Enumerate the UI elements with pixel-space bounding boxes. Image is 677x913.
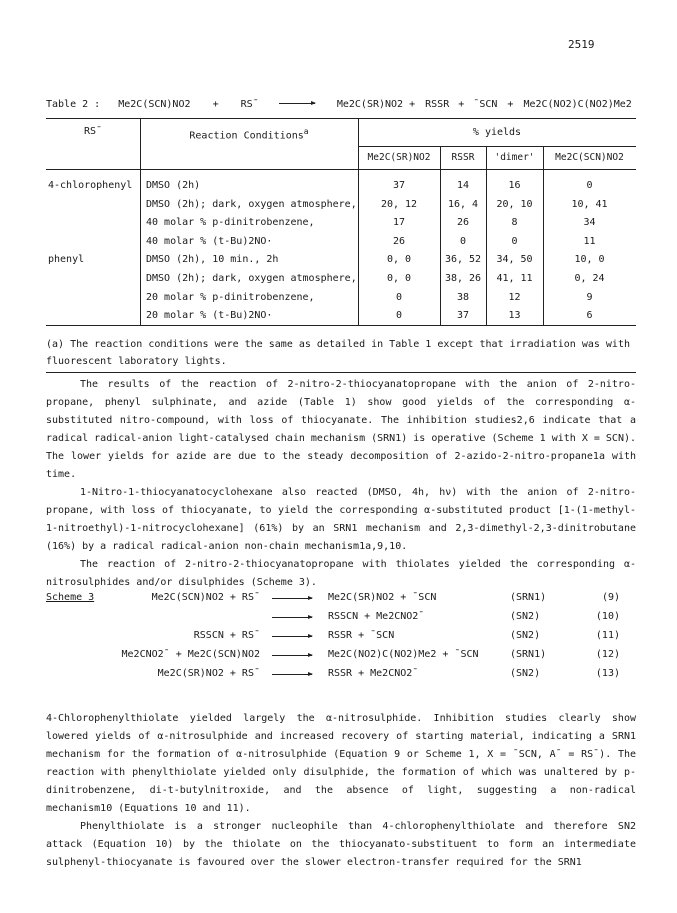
table-cell-v1: 17 — [392, 217, 406, 229]
caption-arrow — [279, 103, 315, 104]
scheme-arrow — [272, 632, 312, 644]
paragraph-5: Phenylthiolate is a stronger nucleophile than 4-chlorophenylthiolate and therefore SN2 attack (Equation 10) by the thiolate on the thiocyanato-substituent to form an intermediate sulphenyl-thiocyanate is favoured over the slower electron-transfer required for the SRN1 — [46, 821, 636, 868]
equation-number: (9) — [601, 592, 620, 603]
subheader-nitrosulphide: Me2C(SR)NO2 — [367, 152, 431, 163]
header-rs: RS¯ — [83, 126, 103, 137]
table-cell-cond: 40 molar % p-dinitrobenzene, — [146, 217, 315, 229]
table-cell-v2: 38 — [456, 291, 470, 303]
scheme-products: Me2C(SR)NO2 + ¯SCN — [328, 592, 437, 603]
scheme-arrow — [272, 651, 312, 663]
table-cell-v2: 16, 4 — [447, 198, 479, 210]
table-cell-v4: 6 — [586, 310, 593, 322]
table-cell-v3: 41, 11 — [496, 273, 533, 284]
scheme-mechanism: (SN2) — [510, 611, 541, 622]
table-cell-v3: 20, 10 — [496, 198, 533, 210]
paragraph-4: 4-Chlorophenylthiolate yielded largely the α-nitrosulphide. Inhibition studies clearly show lowered yields of α-nitrosulphide and increased recovery of starting material, indicating a SRN1 mechanism for the formation of α-nitrosulphide (Equation 9 or Scheme 1, X = ¯SCN, A¯ = RS¯). The reaction with phenylthiolate yielded only disulphide, the formation of which was unaltered by p-dinitrobenzene, di-t-butylnitroxide, and the absence of light, suggesting a non-radical mechanism10 (Equations 10 and 11). — [46, 713, 636, 814]
scheme-mechanism: (SN2) — [510, 668, 541, 679]
table-cell-v3: 13 — [508, 310, 521, 322]
table-cell-cond: DMSO (2h), 10 min., 2h — [146, 254, 279, 266]
footnote-rule — [46, 372, 636, 373]
table-cell-v4: 11 — [583, 235, 596, 247]
equation-number: (10) — [595, 611, 620, 622]
subheader-dimer: 'dimer' — [494, 152, 535, 163]
table-cell-v1: 0, 0 — [386, 254, 412, 266]
table-cell-cond: 40 molar % (t-Bu)2NO· — [146, 235, 273, 247]
table-cell-rs: phenyl — [48, 254, 85, 266]
table-cell-v4: 9 — [586, 291, 593, 303]
table-cell-v4: 10, 41 — [571, 198, 608, 210]
table-top-rule — [46, 118, 636, 119]
scheme-label: Scheme 3 — [46, 592, 95, 603]
table-cell-v3: 12 — [508, 291, 521, 303]
table-cell-cond: 20 molar % (t-Bu)2NO· — [146, 310, 273, 322]
table-cell-cond: DMSO (2h); dark, oxygen atmosphere, — [146, 198, 357, 210]
yields-sub-rule — [358, 146, 636, 147]
scheme-products: RSSR + Me2CNO2¯ — [328, 668, 419, 679]
table-cell-v3: 0 — [511, 235, 518, 247]
header-bottom-rule — [46, 169, 636, 170]
subheader-disulphide: RSSR — [451, 152, 475, 163]
table-cell-cond: DMSO (2h) — [146, 180, 201, 191]
caption-product-3: ¯SCN — [473, 99, 498, 110]
table-bottom-rule — [46, 325, 636, 326]
table-cell-v3: 34, 50 — [496, 254, 533, 266]
caption-product-1: Me2C(SR)NO2 — [336, 99, 404, 110]
table-cell-v2: 36, 52 — [444, 254, 482, 266]
table-cell-v2: 38, 26 — [444, 273, 482, 284]
table-cell-v1: 0, 0 — [386, 273, 412, 284]
table-caption: Table 2 : Me2C(SCN)NO2 + RS¯ Me2C(SR)NO2 + RSSR + ¯SCN + Me2C(NO2)C(NO2)Me2 — [46, 99, 632, 110]
table-cell-v4: 34 — [583, 217, 596, 229]
caption-product-4: Me2C(NO2)C(NO2)Me2 — [523, 99, 632, 110]
table-cell-v1: 0 — [395, 291, 403, 303]
scheme-arrow — [272, 594, 312, 606]
subheader-starting-material: Me2C(SCN)NO2 — [555, 152, 624, 163]
caption-reactant-1: Me2C(SCN)NO2 — [118, 99, 191, 110]
scheme-mechanism: (SRN1) — [510, 592, 547, 603]
equation-number: (11) — [595, 630, 620, 641]
scheme-products: Me2C(NO2)C(NO2)Me2 + ¯SCN — [328, 649, 479, 660]
paragraph-2: 1-Nitro-1-thiocyanatocyclohexane also reacted (DMSO, 4h, hν) with the anion of 2-nitro-propane, with loss of thiocyanate, to yield the corresponding α-substituted product [1-(1-methyl-1-nitroethyl)-1-nitrocyclohexane] (61%) by an SRN1 mechanism and 2,3-dimethyl-2,3-dinitrobutane (16%) by a radical radical-anion non-chain mechanism1a,9,10. — [46, 487, 636, 552]
table-cell-v1: 20, 12 — [380, 198, 418, 210]
scheme-reactants: Me2C(SR)NO2 + RS¯ — [157, 668, 260, 679]
table-label: Table 2 : — [46, 99, 101, 110]
scheme-mechanism: (SN2) — [510, 630, 541, 641]
paragraph-3: The reaction of 2-nitro-2-thiocyanatopropane with thiolates yielded the corresponding α-nitrosulphides and/or disulphides (Scheme 3). — [46, 559, 636, 588]
table-cell-v3: 8 — [511, 217, 518, 229]
table-cell-v2: 0 — [459, 235, 467, 247]
table-cell-v2: 26 — [456, 217, 470, 229]
table-cell-v2: 37 — [456, 310, 470, 322]
scheme-reactants: RSSCN + RS¯ — [193, 630, 260, 641]
scheme-products: RSSR + ¯SCN — [328, 630, 395, 641]
table-cell-v1: 0 — [395, 310, 403, 322]
caption-plus: + — [212, 99, 219, 110]
col-divider-1 — [140, 118, 141, 325]
page-number: 2519 — [568, 38, 595, 51]
paragraph-1: The results of the reaction of 2-nitro-2-thiocyanatopropane with the anion of 2-nitro-propane, phenyl sulphinate, and azide (Table 1) show good yields of the corresponding α-substituted nitro-compound, with loss of thiocyanate. The inhibition studies2,6 indicate that a radical radical-anion light-catalysed chain mechanism (SRN1) is operative (Scheme 1 with X = SCN). The lower yields for azide are due to the steady decomposition of 2-azido-2-nitro-propane1a with time. — [46, 379, 637, 480]
scheme-reactants: Me2CNO2¯ + Me2C(SCN)NO2 — [121, 649, 260, 660]
equation-number: (12) — [595, 649, 620, 660]
table-cell-cond: 20 molar % p-dinitrobenzene, — [146, 291, 315, 303]
table-cell-v1: 26 — [392, 235, 406, 247]
table-cell-v3: 16 — [508, 180, 521, 191]
caption-reactant-2: RS¯ — [240, 99, 259, 110]
table-cell-rs: 4-chlorophenyl — [48, 180, 133, 191]
scheme-mechanism: (SRN1) — [510, 649, 547, 660]
table-cell-v4: 0 — [586, 180, 593, 191]
table-footnote: (a) The reaction conditions were the same as detailed in Table 1 except that irradiation was with fluorescent laboratory lights. — [46, 339, 630, 367]
table-cell-cond: DMSO (2h); dark, oxygen atmosphere, — [146, 273, 357, 284]
table-cell-v4: 0, 24 — [574, 273, 605, 284]
header-conditions: Reaction Conditions$^a$ — [189, 127, 309, 142]
table-cell-v1: 37 — [392, 180, 406, 191]
table-cell-v4: 10, 0 — [574, 254, 605, 266]
equation-number: (13) — [595, 668, 620, 679]
caption-product-2: RSSR — [425, 99, 450, 110]
scheme-arrow — [272, 670, 312, 682]
scheme-reactants: Me2C(SCN)NO2 + RS¯ — [151, 592, 260, 603]
scheme-products: RSSCN + Me2CNO2¯ — [328, 611, 425, 622]
table-cell-v2: 14 — [456, 180, 470, 191]
scheme-arrow — [272, 613, 312, 625]
header-yields: % yields — [472, 127, 522, 138]
